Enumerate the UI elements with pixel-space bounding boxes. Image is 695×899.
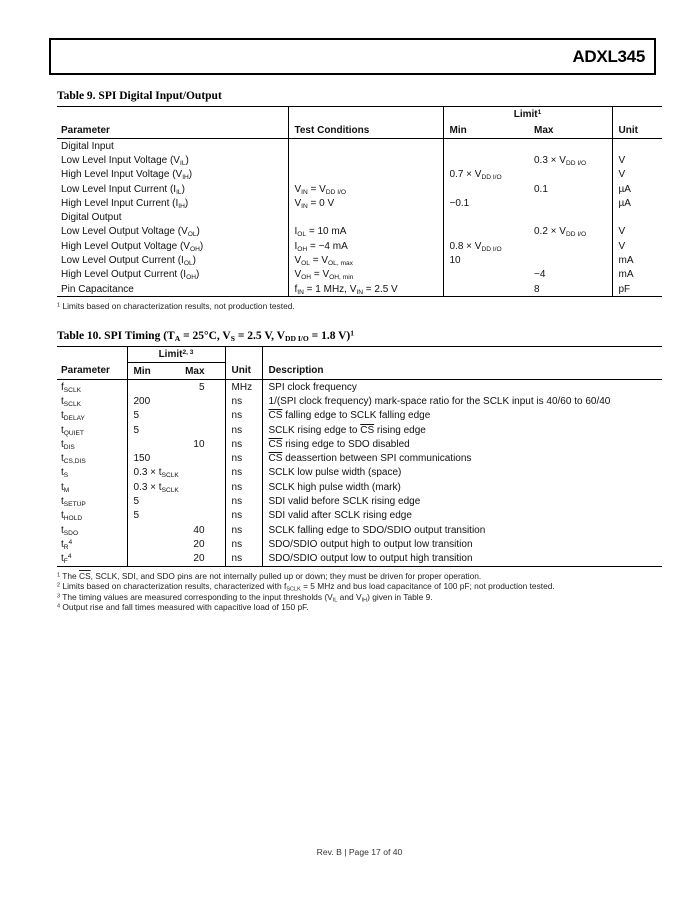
cell-description: $\overline{CS}$ falling edge to SCLK falling edge bbox=[262, 409, 662, 423]
cell-max bbox=[528, 253, 612, 267]
column-header-max: Max bbox=[534, 124, 554, 136]
cell-max: $0.2 \times V_{DD I/O}$ bbox=[534, 226, 587, 239]
column-header-test-conditions: Test Conditions bbox=[288, 122, 443, 139]
cell-max: 20 bbox=[193, 553, 205, 565]
table-row bbox=[57, 451, 662, 465]
table10-section bbox=[57, 330, 662, 612]
cell-min bbox=[127, 380, 177, 395]
page-footer: Rev. B | Page 17 of 40 bbox=[316, 847, 403, 857]
cell-parameter: $t_{HOLD}$ bbox=[61, 510, 83, 523]
cell-max bbox=[177, 423, 225, 437]
cell-max bbox=[177, 409, 225, 423]
table-row bbox=[57, 480, 662, 494]
cell-min: 5 bbox=[127, 423, 177, 437]
cell-max bbox=[177, 451, 225, 465]
cell-parameter: $f_{SCLK}$ bbox=[61, 381, 82, 394]
cell-min: 5 bbox=[127, 409, 177, 423]
cell-unit: ns bbox=[225, 437, 262, 451]
column-header-limit: Limit$^{2, 3}$ bbox=[127, 347, 225, 363]
column-header-max: Max bbox=[185, 365, 205, 377]
table-row bbox=[57, 437, 662, 451]
cell-unit: mA bbox=[612, 253, 662, 267]
cell-parameter: Low Level Input Current $(I_{IL})$ bbox=[61, 183, 185, 196]
cell-min: $0.8 \times V_{DD I/O}$ bbox=[443, 239, 528, 253]
cell-min bbox=[127, 437, 177, 451]
cell-max bbox=[528, 239, 612, 253]
table10-header-limit-row bbox=[57, 347, 662, 363]
cell-min: $0.3 \times t_{SCLK}$ bbox=[127, 466, 177, 480]
cell-description: SCLK high pulse width (mark) bbox=[262, 480, 662, 494]
cell-min: 10 bbox=[443, 253, 528, 267]
cell-parameter: High Level Output Current $(I_{OH})$ bbox=[61, 269, 200, 282]
cell-test-conditions bbox=[288, 139, 443, 154]
table10 bbox=[57, 346, 662, 567]
cell-parameter: High Level Output Voltage $(V_{OH})$ bbox=[61, 240, 204, 253]
table-row bbox=[57, 394, 662, 408]
cell-parameter: $t_{SDO}$ bbox=[61, 524, 79, 537]
table-row bbox=[57, 380, 662, 395]
cell-test-conditions: $f_{IN} = 1$ MHz, $V_{IN} = 2.5$ V bbox=[288, 282, 443, 297]
table-section-row bbox=[57, 210, 662, 224]
cell-parameter: Digital Input bbox=[61, 140, 114, 152]
column-header-parameter: Parameter bbox=[61, 124, 110, 136]
cell-min: $0.7 \times V_{DD I/O}$ bbox=[443, 168, 528, 182]
cell-unit: ns bbox=[225, 451, 262, 465]
cell-unit: ns bbox=[225, 480, 262, 494]
cell-unit: ns bbox=[225, 509, 262, 523]
cell-unit: µA bbox=[612, 182, 662, 196]
cell-test-conditions bbox=[288, 210, 443, 224]
cell-parameter: High Level Input Current $(I_{IH})$ bbox=[61, 197, 189, 210]
cell-test-conditions bbox=[288, 168, 443, 182]
cell-min: 5 bbox=[127, 494, 177, 508]
column-header-parameter: Parameter bbox=[61, 365, 110, 377]
cell-description: SPI clock frequency bbox=[262, 380, 662, 395]
cell-parameter: $t_{QUIET}$ bbox=[61, 424, 84, 437]
cell-min bbox=[443, 268, 528, 282]
cell-min: 150 bbox=[127, 451, 177, 465]
column-header-min: Min bbox=[443, 122, 528, 139]
cell-min bbox=[443, 210, 528, 224]
cell-min: $0.3 \times t_{SCLK}$ bbox=[127, 480, 177, 494]
table9-header-row bbox=[57, 122, 662, 139]
footnote: $^1$ Limits based on characterization results, not production tested. bbox=[57, 301, 295, 312]
table-section-row bbox=[57, 139, 662, 154]
cell-min: 200 bbox=[127, 394, 177, 408]
cell-max bbox=[177, 394, 225, 408]
table-row bbox=[57, 509, 662, 523]
table9 bbox=[57, 106, 662, 297]
cell-max bbox=[528, 210, 612, 224]
cell-parameter: $t_{SETUP}$ bbox=[61, 496, 86, 508]
header-spacer bbox=[57, 347, 127, 363]
cell-max: 0.1 bbox=[534, 183, 548, 195]
cell-parameter: Low Level Input Voltage $(V_{IL})$ bbox=[61, 154, 189, 167]
cell-description: SCLK rising edge to $\overline{CS}$ rising edge bbox=[262, 423, 662, 437]
cell-parameter: High Level Input Voltage $(V_{IH})$ bbox=[61, 169, 193, 182]
cell-description: SCLK low pulse width (space) bbox=[262, 466, 662, 480]
cell-unit bbox=[612, 210, 662, 224]
table10-header-row bbox=[57, 363, 662, 380]
cell-unit: ns bbox=[225, 409, 262, 423]
cell-max: 20 bbox=[193, 538, 205, 550]
table-row bbox=[57, 239, 662, 253]
table10-footnotes bbox=[57, 571, 662, 613]
cell-description: SDI valid before SCLK rising edge bbox=[262, 494, 662, 508]
cell-unit: ns bbox=[225, 523, 262, 537]
cell-unit: ns bbox=[225, 494, 262, 508]
cell-max: 10 bbox=[193, 438, 205, 450]
table-row bbox=[57, 523, 662, 537]
cell-max: −4 bbox=[534, 269, 546, 281]
cell-description: SCLK falling edge to SDO/SDIO output transition bbox=[262, 523, 662, 537]
table-row bbox=[57, 225, 662, 239]
cell-test-conditions: $V_{OL} = V_{OL, max}$ bbox=[288, 253, 443, 267]
cell-min bbox=[443, 182, 528, 196]
cell-unit: V bbox=[612, 225, 662, 239]
cell-min: 5 bbox=[127, 509, 177, 523]
cell-max: 40 bbox=[193, 524, 205, 536]
column-header-description: Description bbox=[262, 363, 662, 380]
cell-max bbox=[528, 196, 612, 210]
cell-description: $\overline{CS}$ deassertion between SPI communications bbox=[262, 451, 662, 465]
cell-unit: V bbox=[612, 168, 662, 182]
footnote: $^3$ The timing values are measured corresponding to the input thresholds ($V_{IL}$ and $V_{IH}$) given in Table 9. bbox=[57, 591, 433, 604]
column-header-unit: Unit bbox=[225, 363, 262, 380]
table-row bbox=[57, 182, 662, 196]
cell-parameter: $t_{DIS}$ bbox=[61, 438, 75, 451]
header-spacer bbox=[57, 107, 288, 123]
cell-parameter: $t_R^4$ bbox=[61, 538, 73, 551]
cell-parameter: Low Level Output Current $(I_{OL})$ bbox=[61, 255, 196, 267]
cell-unit: ns bbox=[225, 423, 262, 437]
cell-parameter: $t_{SCLK}$ bbox=[61, 395, 82, 408]
cell-unit: V bbox=[612, 239, 662, 253]
cell-unit: pF bbox=[612, 282, 662, 297]
cell-max bbox=[177, 466, 225, 480]
header-spacer bbox=[225, 347, 262, 363]
header-part-box bbox=[49, 38, 656, 75]
cell-max: 8 bbox=[534, 283, 540, 295]
cell-description: SDI valid after SCLK rising edge bbox=[262, 509, 662, 523]
column-header-unit: Unit bbox=[612, 122, 662, 139]
cell-min bbox=[443, 139, 528, 154]
column-header-min: Min bbox=[127, 363, 177, 380]
cell-unit: ns bbox=[225, 394, 262, 408]
cell-description: 1/(SPI clock frequency) mark-space ratio for the SCLK input is 40/60 to 60/40 bbox=[262, 394, 662, 408]
cell-test-conditions: $I_{OH} = -4$ mA bbox=[288, 239, 443, 253]
table-row bbox=[57, 552, 662, 567]
cell-test-conditions bbox=[288, 153, 443, 167]
column-header-limit: Limit$^1$ bbox=[443, 107, 612, 123]
cell-max bbox=[528, 168, 612, 182]
cell-unit: mA bbox=[612, 268, 662, 282]
cell-parameter: $t_F^4$ bbox=[61, 553, 72, 566]
table-row bbox=[57, 196, 662, 210]
cell-description: SDO/SDIO output low to output high transition bbox=[262, 552, 662, 567]
cell-unit: µA bbox=[612, 196, 662, 210]
cell-min bbox=[127, 537, 177, 551]
cell-parameter: $t_{CS,DIS}$ bbox=[61, 453, 86, 465]
table9-body bbox=[57, 139, 662, 297]
cell-unit: ns bbox=[225, 466, 262, 480]
header-spacer bbox=[288, 107, 443, 123]
cell-min bbox=[127, 523, 177, 537]
cell-parameter: Digital Output bbox=[61, 212, 122, 224]
cell-description: SDO/SDIO output high to output low transition bbox=[262, 537, 662, 551]
cell-parameter: $t_{DELAY}$ bbox=[61, 410, 85, 423]
cell-test-conditions: $V_{IN} = 0$ V bbox=[288, 196, 443, 210]
cell-test-conditions: $V_{OH} = V_{OH, min}$ bbox=[288, 268, 443, 282]
table9-footnotes bbox=[57, 301, 662, 311]
cell-parameter: $t_S$ bbox=[61, 467, 69, 480]
table10-body bbox=[57, 380, 662, 567]
cell-parameter: Low Level Output Voltage $(V_{OL})$ bbox=[61, 226, 200, 239]
footnote: $^2$ Limits based on characterization results, characterized with $f_{SCLK} = 5$ MHz and bus load capacitance of 100 pF; not production tested. bbox=[57, 581, 555, 593]
cell-max bbox=[177, 509, 225, 523]
cell-unit: MHz bbox=[225, 380, 262, 395]
footnote: $^1$ The $\overline{CS}$, SCLK, SDI, and SDO pins are not internally pulled up or down; they must be driven for proper operation. bbox=[57, 570, 482, 581]
cell-parameter: $t_M$ bbox=[61, 481, 70, 494]
table9-title: Table 9. SPI Digital Input/Output bbox=[57, 90, 222, 102]
cell-parameter: Pin Capacitance bbox=[61, 283, 134, 295]
table-row bbox=[57, 466, 662, 480]
cell-unit: ns bbox=[225, 537, 262, 551]
table-row bbox=[57, 423, 662, 437]
table9-header-limit-row bbox=[57, 107, 662, 123]
table-row bbox=[57, 282, 662, 297]
table-row bbox=[57, 409, 662, 423]
footnote: $^4$ Output rise and fall times measured with capacitive load of 150 pF. bbox=[57, 602, 309, 613]
cell-unit: V bbox=[612, 153, 662, 167]
table-row bbox=[57, 494, 662, 508]
cell-description: $\overline{CS}$ rising edge to SDO disabled bbox=[262, 437, 662, 451]
cell-min: −0.1 bbox=[443, 196, 528, 210]
cell-test-conditions: $I_{OL} = 10$ mA bbox=[288, 225, 443, 239]
table-row bbox=[57, 268, 662, 282]
cell-max bbox=[177, 494, 225, 508]
part-number: ADXL345 bbox=[572, 47, 645, 66]
cell-min bbox=[443, 225, 528, 239]
cell-max: 5 bbox=[198, 381, 205, 393]
cell-max: $0.3 \times V_{DD I/O}$ bbox=[534, 154, 587, 167]
cell-unit bbox=[612, 139, 662, 154]
header-spacer bbox=[612, 107, 662, 123]
cell-max bbox=[528, 139, 612, 154]
table9-section bbox=[57, 90, 662, 312]
cell-max bbox=[177, 480, 225, 494]
table-row bbox=[57, 153, 662, 167]
table10-title: Table 10. SPI Timing ($T_A = 25^\circ C$, $V_S = 2.5$ V, $V_{DD I/O} = 1.8$ V)$^1$ bbox=[57, 328, 355, 344]
cell-min bbox=[443, 282, 528, 297]
cell-test-conditions: $V_{IN} = V_{DD I/O}$ bbox=[288, 182, 443, 196]
cell-unit: ns bbox=[225, 552, 262, 567]
header-spacer bbox=[262, 347, 662, 363]
cell-min bbox=[127, 552, 177, 567]
cell-min bbox=[443, 153, 528, 167]
table-row bbox=[57, 253, 662, 267]
table-row bbox=[57, 537, 662, 551]
table-row bbox=[57, 168, 662, 182]
